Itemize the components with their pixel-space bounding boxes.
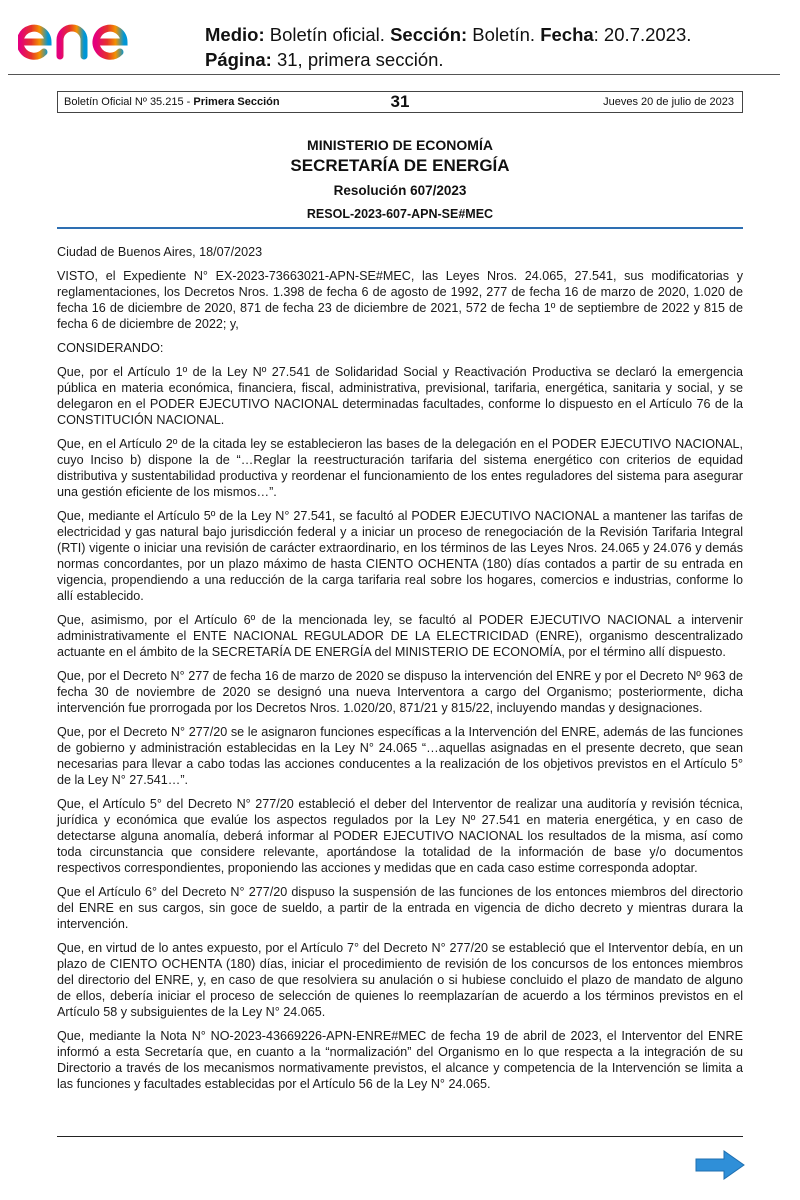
- pagina-label: Página:: [205, 49, 272, 70]
- top-divider: [8, 74, 780, 75]
- fecha-label: Fecha: [540, 24, 594, 45]
- medio-value: Boletín oficial.: [264, 24, 391, 45]
- seccion-value: Boletín.: [467, 24, 541, 45]
- clipping-line-2: [205, 47, 691, 72]
- seccion-label: Sección:: [390, 24, 468, 45]
- paragraph: Que, asimismo, por el Artículo 6º de la mencionada ley, se facultó al PODER EJECUTIVO NACIONAL a intervenir administrativamente el ENTE NACIONAL REGULADOR DE LA ELECTRICIDAD (ENRE), organismo descentralizado actuante en el ámbito de la SECRETARÍA DE ENERGÍA del MINISTERIO DE ECONOMÍA, por el término allí dispuesto.: [57, 613, 743, 659]
- paragraph: Que el Artículo 6° del Decreto N° 277/20 dispuso la suspensión de las funciones de los entonces miembros del directorio del ENRE en sus cargos, sin goce de sueldo, a partir de la entrada en vigencia de dicho decreto y mientras durara la intervención.: [57, 885, 743, 931]
- paragraph: Que, en el Artículo 2º de la citada ley se establecieron las bases de la delegación en el PODER EJECUTIVO NACIONAL, cuyo Inciso b) dispone la de “…Reglar la reestructuración tarifaria del sistema energético con criterios de equidad distributiva y sustentabilidad productiva y reordenar el funcionamiento de los entes reguladores del sistema para asegurar una gestión eficiente de los mismos…”.: [57, 437, 743, 499]
- arrow-right-icon[interactable]: [694, 1148, 746, 1182]
- paragraph: Que, por el Artículo 1º de la Ley Nº 27.541 de Solidaridad Social y Reactivación Productiva se declaró la emergencia pública en materia económica, financiera, fiscal, administrativa, previsional, tarifaria, energética, sanitaria y social, y se delegaron en el PODER EJECUTIVO NACIONAL determinadas facultades, conforme lo dispuesto en el Artículo 76 de la CONSTITUCIÓN NACIONAL.: [57, 365, 743, 427]
- fecha-value: : 20.7.2023.: [593, 24, 692, 45]
- paragraph: Que, por el Decreto N° 277/20 se le asignaron funciones específicas a la Intervención del ENRE, además de las funciones de gobierno y administración establecidas en la Ley N° 24.065 “…aquellas asignadas en el presente decreto, que sean necesarias para llevar a cabo todas las acciones conducentes a la realización de los objetivos previstos en el Artículo 5° de la Ley N° 27.541…”.: [57, 725, 743, 787]
- paragraph-date: Ciudad de Buenos Aires, 18/07/2023: [57, 245, 263, 259]
- bottom-divider: [57, 1136, 743, 1137]
- paragraph: Que, el Artículo 5° del Decreto N° 277/20 estableció el deber del Interventor de realizar una auditoría y revisión técnica, jurídica y económica que evalúe los aspectos regulados por la Ley Nº 27.541 en materia energética, y en caso de detectarse alguna anomalía, deberá informar al PODER EJECUTIVO NACIONAL los resultados de la misma, así como toda circunstancia que considere relevante, aportándose la totalidad de la información de base y/o documentos respectivos correspondientes, proponiendo las acciones y medidas que en cada caso estime corresponda adoptar.: [57, 797, 743, 875]
- bulletin-number-text: Boletín Oficial Nº 35.215 -: [64, 96, 194, 108]
- paragraph-considerando: CONSIDERANDO:: [57, 341, 164, 355]
- ministry-heading: MINISTERIO DE ECONOMÍA: [307, 137, 493, 153]
- secretariat-heading: SECRETARÍA DE ENERGÍA: [290, 156, 510, 175]
- medio-label: Medio:: [205, 24, 265, 45]
- pagina-value: 31, primera sección.: [271, 49, 444, 70]
- bulletin-page-number: 31: [390, 92, 410, 111]
- paragraph-visto: VISTO, el Expediente N° EX-2023-73663021-APN-SE#MEC, las Leyes Nros. 24.065, 27.541, sus modificatorias y reglamentaciones, los Decretos Nros. 1.398 de fecha 6 de agosto de 1992, 277 de fecha 16 de marzo de 2020, 1.020 de fecha 16 de diciembre de 2020, 871 de fecha 23 de diciembre de 2021, 572 de fecha 1º de septiembre de 2022 y 815 de fecha 6 de diciembre de 2022; y,: [57, 269, 743, 331]
- clipping-metadata: [205, 22, 691, 72]
- paragraph: Que, mediante la Nota N° NO-2023-43669226-APN-ENRE#MEC de fecha 19 de abril de 2023, el Interventor del ENRE informó a esta Secretaría que, en cuanto a la “normalización” del Organismo en lo que respecta a la integración de su Directorio a través de los mecanismos normativamente previstos, el alcance y competencia de la Intervención se limita a las funciones y facultades establecidas por el Artículo 56 de la Ley N° 24.065.: [57, 1029, 743, 1091]
- clipping-line-1: [205, 22, 691, 47]
- bulletin-header: [57, 91, 743, 113]
- heading-divider: [57, 227, 743, 229]
- document-body: [57, 244, 743, 1100]
- bulletin-date: Jueves 20 de julio de 2023: [603, 96, 734, 108]
- paragraph: Que, por el Decreto N° 277 de fecha 16 de marzo de 2020 se dispuso la intervención del ENRE y por el Decreto Nº 963 de fecha 30 de noviembre de 2020 se designó una nueva Interventora a cargo del Organismo; posteriormente, dicha intervención fue prorrogada por los Decretos Nros. 1.020/20, 871/21 y 815/22, incluyendo mandas y designaciones.: [57, 669, 743, 715]
- paragraph: Que, mediante el Artículo 5º de la Ley N° 27.541, se facultó al PODER EJECUTIVO NACIONAL a mantener las tarifas de electricidad y gas natural bajo jurisdicción federal y a iniciar un proceso de renegociación de la Revisión Tarifaria Integral (RTI) vigente o iniciar una revisión de carácter extraordinario, en los términos de las Leyes Nros. 24.065 y 24.076 y demás normas concordantes, por un plazo máximo de hasta CIENTO OCHENTA (180) días contados a partir de su entrada en vigencia, propendiendo a una reducción de la carga tarifaria real sobre los hogares, comercios e industrias, conforme lo allí establecido.: [57, 509, 743, 603]
- bulletin-section: Primera Sección: [193, 96, 280, 108]
- enel-logo: [18, 8, 178, 64]
- resolution-title: Resolución 607/2023: [333, 183, 467, 198]
- resolution-code: RESOL-2023-607-APN-SE#MEC: [306, 207, 494, 221]
- paragraph: Que, en virtud de lo antes expuesto, por el Artículo 7° del Decreto N° 277/20 se estableció que el Interventor debía, en un plazo de CIENTO OCHENTA (180) días, iniciar el procedimiento de revisión de los concursos de los entonces miembros del directorio del ENRE, y, en caso de que resolviera su anulación o si hubiese concluido el plazo de mandato de alguno de ellos, debería iniciar el proceso de selección de quienes lo reemplazarían de acuerdo a los términos previstos en el Artículo 58 y subsiguientes de la Ley N° 24.065.: [57, 941, 743, 1019]
